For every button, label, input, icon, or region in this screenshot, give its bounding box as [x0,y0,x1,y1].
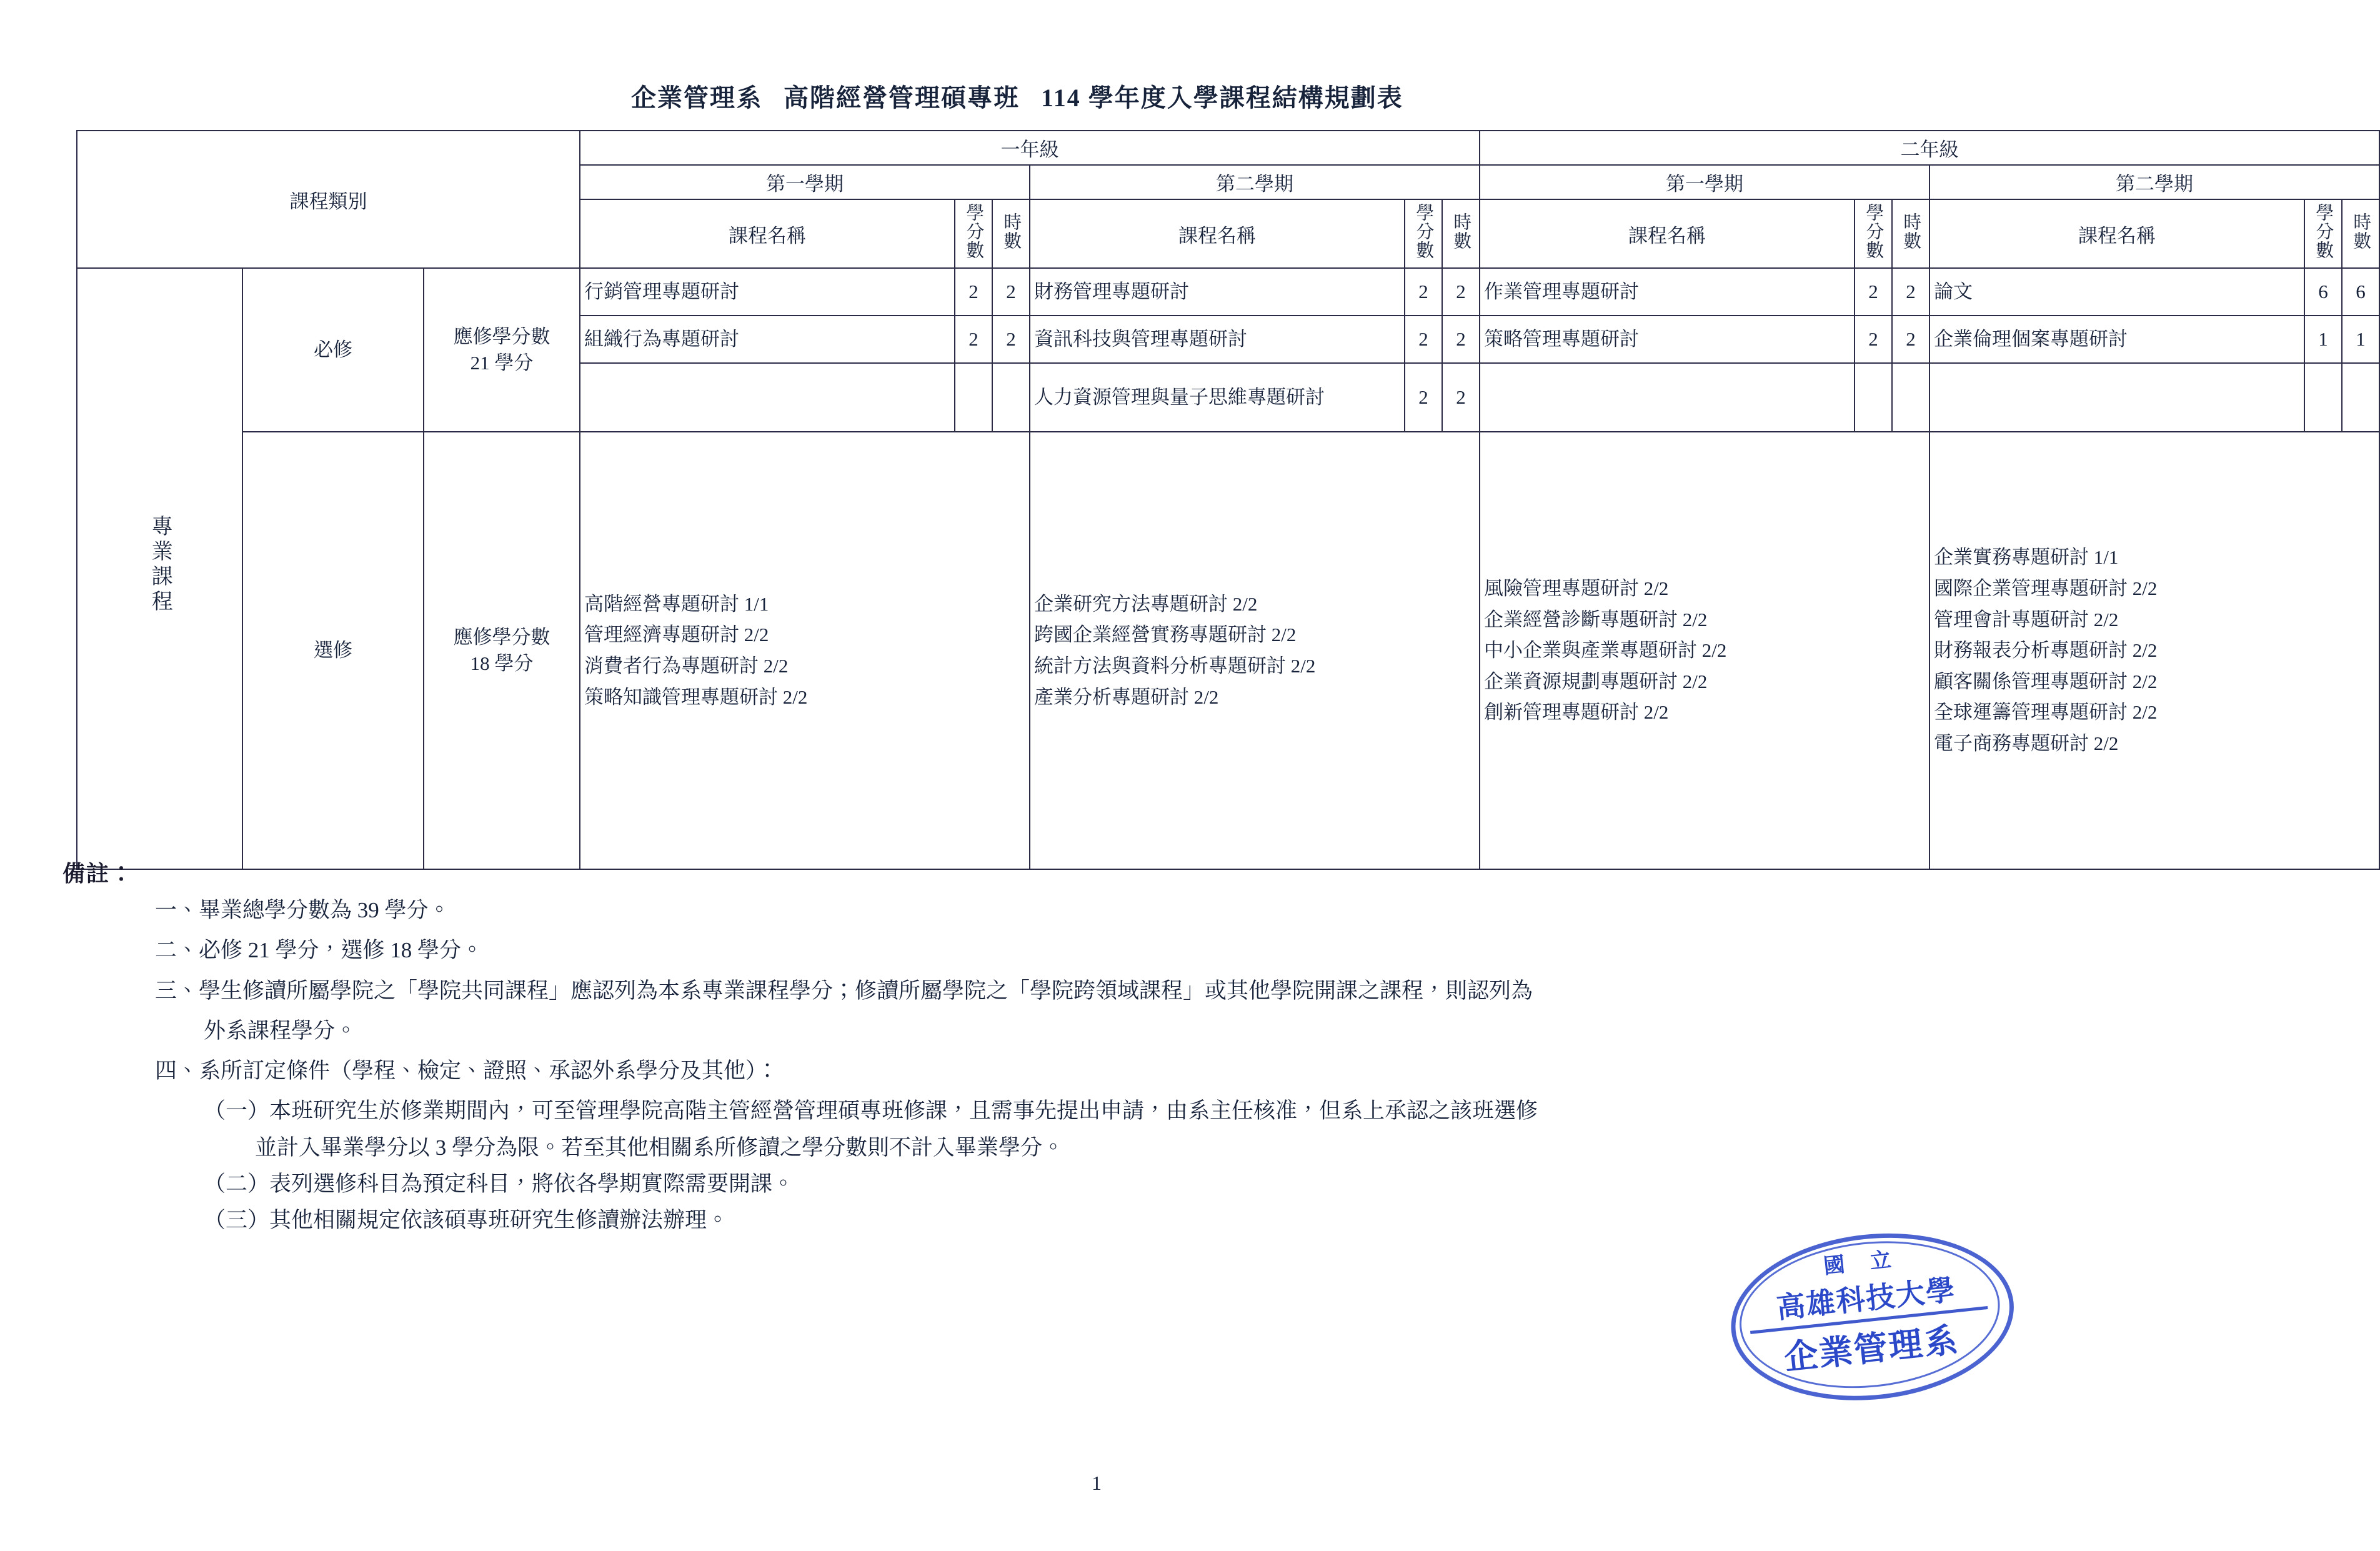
official-seal [1723,1220,2026,1418]
remarks-list [155,894,2123,1240]
elective-list-y1s1 [580,432,1030,869]
seal-line-2: 高雄科技大學 [1775,1274,1958,1325]
hours-cell: 2 [1442,316,1480,363]
remark-item-4-1-cont: 並計入畢業學分以 3 學分為限。若至其他相關系所修讀之學分數則不計入畢業學分。 [255,1135,1065,1160]
credits-cell: 6 [2304,268,2342,316]
elective-list-y2s1 [1480,432,1929,869]
course-cell: 企業倫理個案專題研討 [1929,316,2304,363]
elective-course-item: 產業分析專題研討 2/2 [1034,686,1219,708]
elective-course-item: 企業經營診斷專題研討 2/2 [1484,608,1708,631]
hours-cell: 1 [2342,316,2379,363]
credits-cell: 2 [1405,268,1442,316]
credits-cell [1855,363,1892,432]
column-header-credits-y1s1: 學分數 [955,199,992,268]
elective-course-item: 企業實務專題研討 1/1 [1934,546,2119,569]
course-cell: 人力資源管理與量子思維專題研討 [1030,363,1405,432]
course-cell: 組織行為專題研討 [580,316,955,363]
column-header-hours-y2s1: 時數 [1892,199,1929,268]
course-cell: 論文 [1929,268,2304,316]
hours-cell: 2 [1442,363,1480,432]
column-header-credits-y1s2: 學分數 [1405,199,1442,268]
elective-course-item: 電子商務專題研討 2/2 [1934,732,2119,754]
remark-item-4-1: （一）本班研究生於修業期間內，可至管理學院高階主管經營管理碩專班修課，且需事先提出申請，由系主任核准，但系上承認之該班選修 [204,1099,1538,1124]
elective-credits-requirement: 應修學分數 18 學分 [424,432,580,869]
column-header-course-y1s1: 課程名稱 [580,199,955,268]
elective-course-item: 國際企業管理專題研討 2/2 [1934,577,2158,600]
hours-cell [1892,363,1929,432]
course-cell [580,363,955,432]
title-program: 高階經營管理碩專班 [784,84,1020,112]
elective-course-item: 企業研究方法專題研討 2/2 [1034,592,1258,615]
elective-course-item: 財務報表分析專題研討 2/2 [1934,639,2158,662]
column-header-hours-y2s2: 時數 [2342,199,2379,268]
hours-cell [2342,363,2379,432]
column-header-course-y2s1: 課程名稱 [1480,199,1855,268]
elective-course-item: 全球運籌管理專題研討 2/2 [1934,701,2158,724]
table-row-grade-header [77,131,2379,165]
course-type-required: 必修 [242,268,424,432]
course-cell [1929,363,2304,432]
page-number: 1 [1092,1472,1102,1494]
credits-cell: 2 [1405,363,1442,432]
table-row-required-1 [77,268,2379,316]
elective-list-y1s2 [1030,432,1480,869]
semester-header-y2s1: 第一學期 [1480,165,1929,199]
course-cell: 作業管理專題研討 [1480,268,1855,316]
category-professional-courses: 專業課程 [77,268,242,869]
page-title [631,78,1403,114]
remark-item-4-2: （二）表列選修科目為預定科目，將依各學期實際需要開課。 [204,1171,795,1196]
hours-cell: 2 [992,316,1030,363]
credits-cell: 1 [2304,316,2342,363]
column-header-course-y2s2: 課程名稱 [1929,199,2304,268]
title-remainder: 114 學年度入學課程結構規劃表 [1041,84,1403,112]
hours-cell: 2 [1442,268,1480,316]
hours-cell: 2 [992,268,1030,316]
credits-cell [955,363,992,432]
semester-header-y1s1: 第一學期 [580,165,1030,199]
elective-course-item: 中小企業與產業專題研討 2/2 [1484,639,1727,662]
elective-list-y2s2 [1929,432,2379,869]
column-header-hours-y1s2: 時數 [1442,199,1480,268]
remark-item-4-3: （三）其他相關規定依該碩專班研究生修讀辦法辦理。 [204,1208,729,1232]
course-cell: 行銷管理專題研討 [580,268,955,316]
elective-course-item: 管理經濟專題研討 2/2 [584,624,769,646]
hours-cell: 6 [2342,268,2379,316]
required-credits-requirement: 應修學分數 21 學分 [424,268,580,432]
credits-cell: 2 [955,268,992,316]
column-header-credits-y2s1: 學分數 [1855,199,1892,268]
seal-line-3: 企業管理系 [1782,1321,1961,1377]
table-row-elective [77,432,2379,869]
semester-header-y2s2: 第二學期 [1929,165,2379,199]
elective-course-item: 管理會計專題研討 2/2 [1934,608,2119,631]
credits-cell [2304,363,2342,432]
hours-cell: 2 [1892,268,1929,316]
remark-item-2: 二、必修 21 學分，選修 18 學分。 [155,938,484,963]
credits-cell: 2 [955,316,992,363]
remarks-title: 備註： [62,861,134,886]
course-cell [1480,363,1855,432]
column-header-hours-y1s1: 時數 [992,199,1030,268]
elective-course-item: 消費者行為專題研討 2/2 [584,655,789,677]
curriculum-table [76,130,2380,870]
column-header-credits-y2s2: 學分數 [2304,199,2342,268]
hours-cell: 2 [1892,316,1929,363]
course-cell: 財務管理專題研討 [1030,268,1405,316]
elective-course-item: 高階經營專題研討 1/1 [584,592,769,615]
credits-cell: 2 [1855,316,1892,363]
course-type-elective: 選修 [242,432,424,869]
semester-header-y1s2: 第二學期 [1030,165,1480,199]
column-header-course-y1s2: 課程名稱 [1030,199,1405,268]
remark-item-3: 三、學生修讀所屬學院之「學院共同課程」應認列為本系專業課程學分；修讀所屬學院之「學院跨領域課程」或其他學院開課之課程，則認列為 [155,978,1533,1003]
elective-course-item: 風險管理專題研討 2/2 [1484,577,1669,600]
title-department: 企業管理系 [631,84,762,112]
course-cell: 資訊科技與管理專題研討 [1030,316,1405,363]
grade-header-year2: 二年級 [1480,131,2379,165]
elective-course-item: 創新管理專題研討 2/2 [1484,701,1669,724]
seal-line-1: 國 立 [1822,1247,1903,1279]
elective-course-item: 策略知識管理專題研討 2/2 [584,686,808,708]
hours-cell [992,363,1030,432]
course-cell: 策略管理專題研討 [1480,316,1855,363]
credits-cell: 2 [1855,268,1892,316]
grade-header-year1: 一年級 [580,131,1480,165]
credits-cell: 2 [1405,316,1442,363]
elective-course-item: 跨國企業經營實務專題研討 2/2 [1034,624,1297,646]
category-header: 課程類別 [77,131,580,268]
remark-item-3-cont: 外系課程學分。 [204,1018,357,1043]
remark-item-4: 四、系所訂定條件（學程、檢定、證照、承認外系學分及其他）： [155,1059,779,1083]
elective-course-item: 顧客關係管理專題研討 2/2 [1934,670,2158,692]
remark-item-1: 一、畢業總學分數為 39 學分。 [155,898,451,922]
elective-course-item: 企業資源規劃專題研討 2/2 [1484,670,1708,692]
elective-course-item: 統計方法與資料分析專題研討 2/2 [1034,655,1316,677]
